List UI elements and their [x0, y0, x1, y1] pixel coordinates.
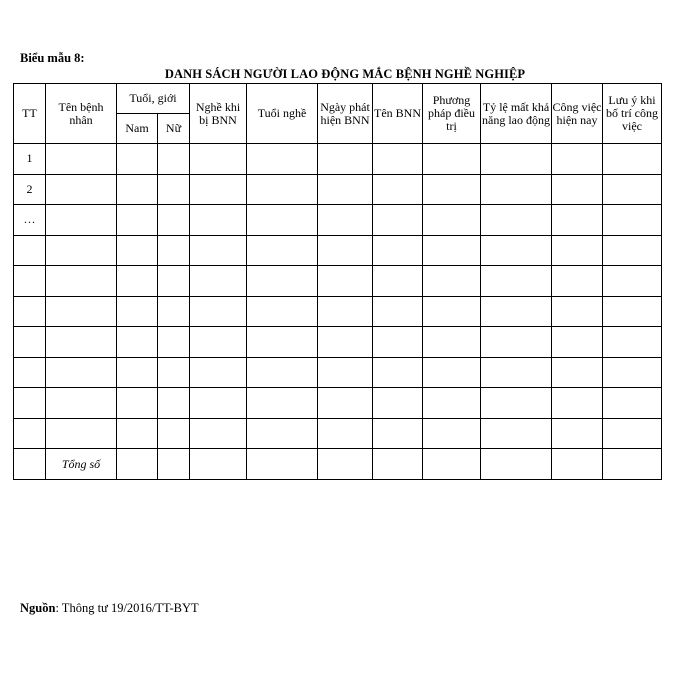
header-job-when-sick: Nghề khi bị BNN	[190, 84, 247, 144]
table-row	[14, 388, 662, 419]
header-patient-name: Tên bệnh nhân	[46, 84, 117, 144]
header-female: Nữ	[158, 114, 190, 144]
cell	[373, 357, 423, 388]
cell	[318, 449, 373, 480]
cell	[190, 449, 247, 480]
cell	[373, 449, 423, 480]
cell	[158, 235, 190, 266]
cell	[46, 266, 117, 297]
cell	[158, 449, 190, 480]
cell	[190, 296, 247, 327]
source-text: : Thông tư 19/2016/TT-BYT	[55, 601, 199, 615]
source-label: Nguồn	[20, 601, 56, 615]
row-number	[14, 235, 46, 266]
cell	[552, 388, 603, 419]
cell	[190, 418, 247, 449]
cell	[318, 266, 373, 297]
cell	[373, 388, 423, 419]
cell	[423, 449, 481, 480]
cell	[423, 144, 481, 175]
source-note	[20, 601, 199, 616]
table-row	[14, 327, 662, 358]
cell	[423, 266, 481, 297]
cell	[247, 357, 318, 388]
table-row	[14, 266, 662, 297]
cell	[552, 266, 603, 297]
cell	[373, 144, 423, 175]
cell	[247, 235, 318, 266]
cell	[46, 327, 117, 358]
cell	[481, 449, 552, 480]
cell	[158, 266, 190, 297]
cell	[117, 235, 158, 266]
cell	[318, 296, 373, 327]
table-row	[14, 205, 662, 236]
cell	[552, 418, 603, 449]
header-job-note: Lưu ý khi bố trí công việc	[603, 84, 662, 144]
table-row	[14, 357, 662, 388]
table-row	[14, 144, 662, 175]
cell	[46, 144, 117, 175]
cell	[603, 296, 662, 327]
row-number	[14, 266, 46, 297]
cell	[481, 327, 552, 358]
cell	[373, 205, 423, 236]
cell	[190, 327, 247, 358]
cell	[603, 388, 662, 419]
cell	[481, 388, 552, 419]
cell	[552, 357, 603, 388]
cell	[603, 144, 662, 175]
header-tt: TT	[14, 84, 46, 144]
cell	[423, 327, 481, 358]
cell	[603, 418, 662, 449]
cell	[247, 418, 318, 449]
table-row	[14, 418, 662, 449]
cell	[247, 266, 318, 297]
cell	[158, 144, 190, 175]
cell	[423, 235, 481, 266]
row-number	[14, 296, 46, 327]
cell	[247, 205, 318, 236]
cell	[117, 418, 158, 449]
cell	[158, 174, 190, 205]
cell	[14, 449, 46, 480]
cell	[46, 388, 117, 419]
cell	[481, 205, 552, 236]
cell	[46, 174, 117, 205]
document-title: DANH SÁCH NGƯỜI LAO ĐỘNG MẮC BỆNH NGHỀ NGHIỆP	[164, 67, 526, 81]
cell	[481, 357, 552, 388]
cell	[373, 296, 423, 327]
total-label: Tổng số	[46, 449, 117, 480]
row-number: 1	[14, 144, 46, 175]
cell	[247, 144, 318, 175]
cell	[423, 174, 481, 205]
cell	[46, 296, 117, 327]
cell	[373, 235, 423, 266]
cell	[481, 296, 552, 327]
cell	[423, 205, 481, 236]
cell	[552, 327, 603, 358]
cell	[117, 357, 158, 388]
cell	[117, 174, 158, 205]
row-number	[14, 388, 46, 419]
cell	[190, 205, 247, 236]
cell	[158, 205, 190, 236]
cell	[373, 327, 423, 358]
cell	[423, 418, 481, 449]
cell	[46, 235, 117, 266]
table-row	[14, 235, 662, 266]
row-number	[14, 357, 46, 388]
cell	[46, 205, 117, 236]
row-number	[14, 418, 46, 449]
header-disease-name: Tên BNN	[373, 84, 423, 144]
cell	[117, 296, 158, 327]
cell	[423, 388, 481, 419]
cell	[373, 266, 423, 297]
cell	[158, 357, 190, 388]
cell	[481, 144, 552, 175]
cell	[117, 388, 158, 419]
cell	[603, 449, 662, 480]
cell	[318, 388, 373, 419]
header-treatment: Phương pháp điều trị	[423, 84, 481, 144]
form-label: Biểu mẫu 8:	[20, 51, 85, 65]
cell	[603, 327, 662, 358]
cell	[247, 388, 318, 419]
cell	[481, 174, 552, 205]
cell	[117, 205, 158, 236]
cell	[423, 357, 481, 388]
cell	[46, 357, 117, 388]
cell	[318, 235, 373, 266]
cell	[423, 296, 481, 327]
cell	[552, 205, 603, 236]
cell	[318, 357, 373, 388]
cell	[190, 174, 247, 205]
cell	[318, 144, 373, 175]
cell	[158, 296, 190, 327]
row-number: 2	[14, 174, 46, 205]
cell	[117, 144, 158, 175]
cell	[158, 418, 190, 449]
header-male: Nam	[117, 114, 158, 144]
header-current-job: Công việc hiện nay	[552, 84, 603, 144]
cell	[603, 205, 662, 236]
cell	[117, 449, 158, 480]
row-number: …	[14, 205, 46, 236]
cell	[603, 174, 662, 205]
cell	[552, 174, 603, 205]
cell	[552, 449, 603, 480]
cell	[318, 205, 373, 236]
cell	[552, 235, 603, 266]
cell	[481, 235, 552, 266]
row-number	[14, 327, 46, 358]
cell	[603, 235, 662, 266]
cell	[552, 144, 603, 175]
cell	[190, 235, 247, 266]
cell	[373, 418, 423, 449]
cell	[158, 327, 190, 358]
cell	[481, 266, 552, 297]
cell	[552, 296, 603, 327]
cell	[247, 327, 318, 358]
cell	[190, 144, 247, 175]
cell	[117, 327, 158, 358]
cell	[117, 266, 158, 297]
cell	[247, 174, 318, 205]
cell	[247, 449, 318, 480]
cell	[481, 418, 552, 449]
cell	[190, 266, 247, 297]
cell	[190, 388, 247, 419]
header-age-gender: Tuổi, giới	[117, 84, 190, 114]
cell	[603, 357, 662, 388]
table-row	[14, 296, 662, 327]
total-row	[14, 449, 662, 480]
header-job-age: Tuổi nghề	[247, 84, 318, 144]
header-disability-rate: Tỷ lệ mất khả năng lao động	[481, 84, 552, 144]
cell	[373, 174, 423, 205]
cell	[247, 296, 318, 327]
cell	[603, 266, 662, 297]
cell	[46, 418, 117, 449]
cell	[158, 388, 190, 419]
disease-list-table	[13, 83, 662, 480]
cell	[318, 174, 373, 205]
table-body	[14, 144, 662, 480]
cell	[318, 418, 373, 449]
cell	[190, 357, 247, 388]
header-detect-date: Ngày phát hiện BNN	[318, 84, 373, 144]
cell	[318, 327, 373, 358]
table-row	[14, 174, 662, 205]
